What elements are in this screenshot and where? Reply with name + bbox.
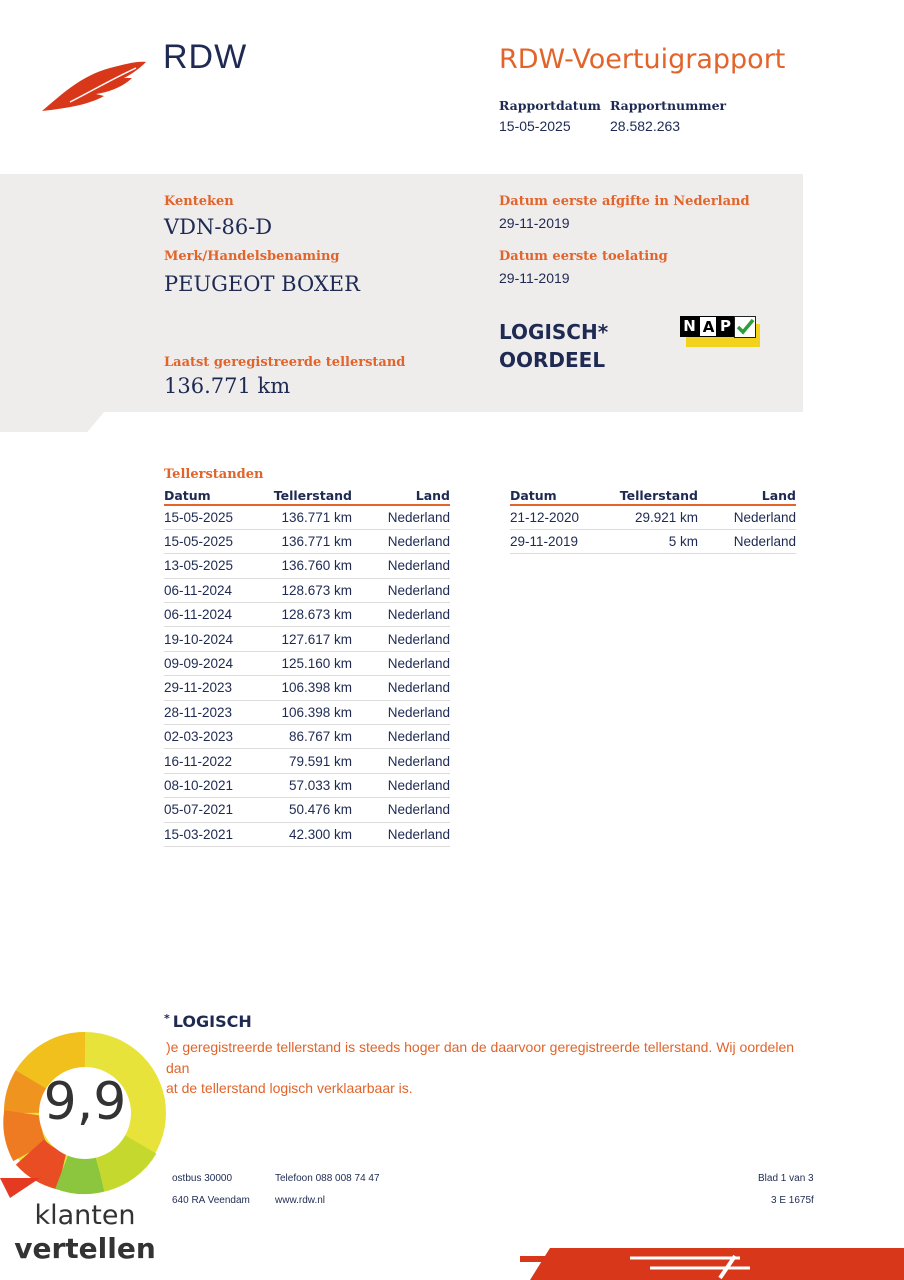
cell-country: Nederland xyxy=(352,554,450,578)
table-row xyxy=(164,676,450,700)
cell-odometer: 106.398 km xyxy=(264,676,352,700)
report-date: 15-05-2025 xyxy=(499,118,571,134)
col-header-country: Land xyxy=(698,486,796,505)
cell-odometer: 42.300 km xyxy=(264,822,352,846)
cell-odometer: 128.673 km xyxy=(264,603,352,627)
report-number: 28.582.263 xyxy=(610,118,681,134)
cell-country: Nederland xyxy=(698,529,796,553)
table-row xyxy=(510,529,796,553)
cell-date: 19-10-2024 xyxy=(164,627,264,651)
first-admission-label: Datum eerste toelating xyxy=(499,249,668,264)
nap-badge xyxy=(680,316,760,347)
table-row xyxy=(164,651,450,675)
report-number-label: Rapportnummer xyxy=(610,98,727,113)
plate-value: VDN-86-D xyxy=(164,215,273,239)
cell-date: 15-05-2025 xyxy=(164,505,264,529)
cell-country: Nederland xyxy=(352,603,450,627)
cell-odometer: 127.617 km xyxy=(264,627,352,651)
footer-address-2: 640 RA Veendam xyxy=(172,1195,250,1206)
table-row xyxy=(164,700,450,724)
cell-date: 21-12-2020 xyxy=(510,505,610,529)
table-row xyxy=(164,603,450,627)
cell-country: Nederland xyxy=(352,749,450,773)
table-row xyxy=(164,554,450,578)
cell-date: 06-11-2024 xyxy=(164,578,264,602)
nap-letter-n: N xyxy=(680,316,699,337)
nap-letter-a: A xyxy=(699,316,718,337)
footnote-title xyxy=(164,1012,252,1031)
cell-country: Nederland xyxy=(698,505,796,529)
table-row xyxy=(164,773,450,797)
cell-date: 16-11-2022 xyxy=(164,749,264,773)
verdict xyxy=(499,318,608,374)
footnote-line-1: )e geregistreerde tellerstand is steeds hoger dan de daarvoor geregistreerde tellerstand. Wij oordelen dan xyxy=(166,1039,795,1076)
table-row xyxy=(164,798,450,822)
cell-date: 29-11-2019 xyxy=(510,529,610,553)
plate-label: Kenteken xyxy=(164,194,234,209)
first-issue-label: Datum eerste afgifte in Nederland xyxy=(499,194,750,209)
brand-name: RDW xyxy=(163,38,248,76)
cell-odometer: 125.160 km xyxy=(264,651,352,675)
rdw-logo-icon xyxy=(40,56,150,114)
footnote-text xyxy=(166,1037,816,1099)
cell-date: 06-11-2024 xyxy=(164,603,264,627)
cell-date: 13-05-2025 xyxy=(164,554,264,578)
cell-odometer: 29.921 km xyxy=(610,505,698,529)
cell-odometer: 86.767 km xyxy=(264,725,352,749)
footer-document-code: 3 E 1675f xyxy=(771,1195,814,1206)
cell-odometer: 128.673 km xyxy=(264,578,352,602)
rating-line-2: vertellen xyxy=(14,1232,156,1265)
footer-page-number: Blad 1 van 3 xyxy=(758,1173,814,1184)
cell-odometer: 136.771 km xyxy=(264,529,352,553)
cell-odometer: 136.771 km xyxy=(264,505,352,529)
cell-country: Nederland xyxy=(352,798,450,822)
readings-title: Tellerstanden xyxy=(164,467,264,482)
first-admission-value: 29-11-2019 xyxy=(499,270,570,286)
odometer-value: 136.771 km xyxy=(164,374,291,398)
col-header-date: Datum xyxy=(510,486,610,505)
cell-country: Nederland xyxy=(352,822,450,846)
rating-score: 9,9 xyxy=(43,1072,127,1132)
brand-value: PEUGEOT BOXER xyxy=(164,272,360,296)
cell-date: 02-03-2023 xyxy=(164,725,264,749)
cell-odometer: 136.760 km xyxy=(264,554,352,578)
nap-check-icon xyxy=(734,316,756,338)
cell-odometer: 57.033 km xyxy=(264,773,352,797)
footer-phone: Telefoon 088 008 74 47 xyxy=(275,1173,380,1184)
cell-date: 08-10-2021 xyxy=(164,773,264,797)
col-header-date: Datum xyxy=(164,486,264,505)
cell-country: Nederland xyxy=(352,578,450,602)
table-row xyxy=(164,529,450,553)
cell-country: Nederland xyxy=(352,676,450,700)
decorative-stripes-icon xyxy=(520,1244,904,1280)
cell-odometer: 79.591 km xyxy=(264,749,352,773)
cell-date: 05-07-2021 xyxy=(164,798,264,822)
odometer-label: Laatst geregistreerde tellerstand xyxy=(164,355,406,370)
cell-country: Nederland xyxy=(352,651,450,675)
footnote-line-2: at de tellerstand logisch verklaarbaar is. xyxy=(166,1080,413,1096)
cell-odometer: 50.476 km xyxy=(264,798,352,822)
brand-label: Merk/Handelsbenaming xyxy=(164,249,340,264)
cell-country: Nederland xyxy=(352,529,450,553)
footer-address-1: ostbus 30000 xyxy=(172,1173,233,1184)
cell-country: Nederland xyxy=(352,627,450,651)
table-row xyxy=(164,725,450,749)
col-header-odometer: Tellerstand xyxy=(264,486,352,505)
cell-country: Nederland xyxy=(352,725,450,749)
col-header-country: Land xyxy=(352,486,450,505)
verdict-line-2: OORDEEL xyxy=(499,348,606,372)
footnote-title-text: LOGISCH xyxy=(172,1012,252,1031)
cell-date: 28-11-2023 xyxy=(164,700,264,724)
cell-date: 09-09-2024 xyxy=(164,651,264,675)
table-row xyxy=(164,822,450,846)
cell-odometer: 106.398 km xyxy=(264,700,352,724)
table-row xyxy=(164,749,450,773)
cell-date: 15-03-2021 xyxy=(164,822,264,846)
col-header-odometer: Tellerstand xyxy=(610,486,698,505)
summary-panel xyxy=(0,174,803,412)
table-row xyxy=(510,505,796,529)
readings-table-left xyxy=(164,486,450,847)
report-title: RDW-Voertuigrapport xyxy=(499,44,786,75)
footnote-asterisk: * xyxy=(164,1012,170,1025)
table-row xyxy=(164,627,450,651)
verdict-line-1: LOGISCH* xyxy=(499,320,609,344)
nap-letter-p: P xyxy=(716,316,735,337)
summary-panel-tab xyxy=(0,412,104,432)
table-row xyxy=(164,505,450,529)
cell-country: Nederland xyxy=(352,505,450,529)
first-issue-value: 29-11-2019 xyxy=(499,215,570,231)
cell-country: Nederland xyxy=(352,773,450,797)
cell-country: Nederland xyxy=(352,700,450,724)
cell-date: 29-11-2023 xyxy=(164,676,264,700)
table-row xyxy=(164,578,450,602)
cell-odometer: 5 km xyxy=(610,529,698,553)
footer-website[interactable]: www.rdw.nl xyxy=(275,1195,326,1206)
rating-line-1: klanten xyxy=(34,1200,136,1231)
report-date-label: Rapportdatum xyxy=(499,98,601,113)
cell-date: 15-05-2025 xyxy=(164,529,264,553)
readings-table-right xyxy=(510,486,796,554)
